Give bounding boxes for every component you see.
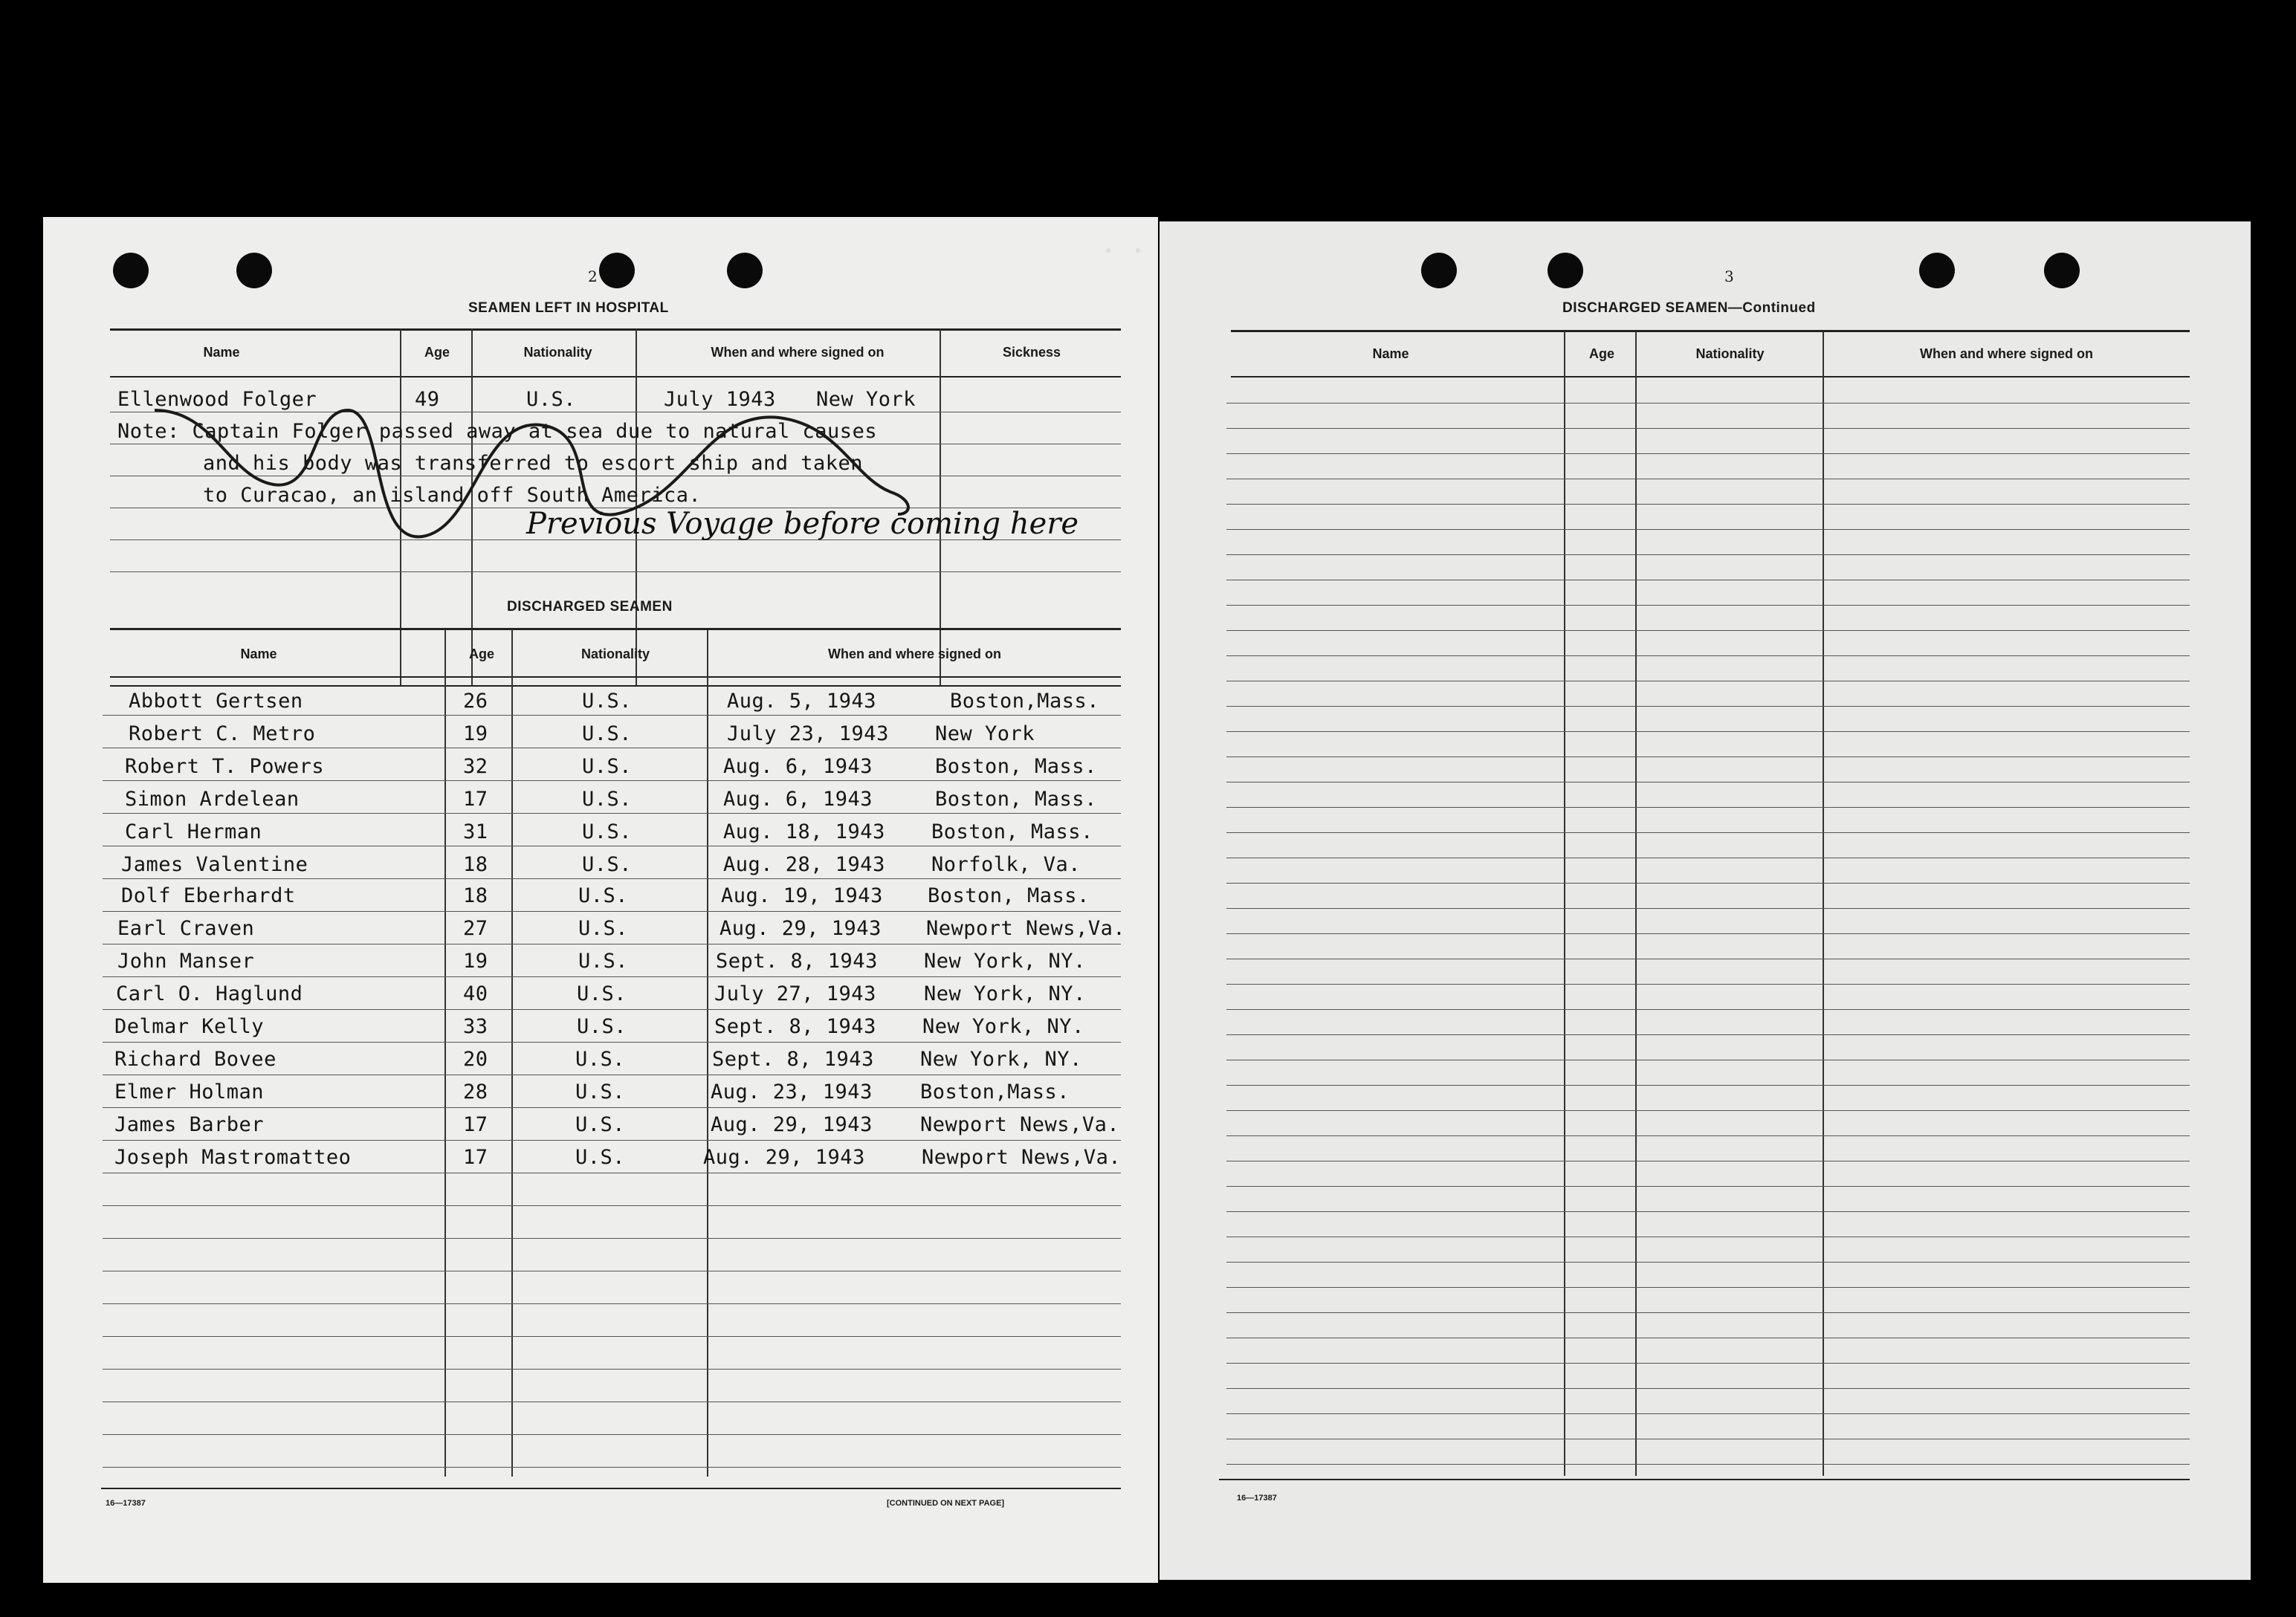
col-divider [1823,331,1824,1476]
row-line [1226,403,2190,404]
speck [1136,248,1140,253]
table-bottom-rule [110,685,1121,687]
row-line [103,1205,1121,1206]
row-line [103,1369,1121,1370]
row-line [1226,428,2190,429]
table-bottom-rule [1219,1479,2190,1480]
col-divider [444,629,446,1477]
row-line [1226,756,2190,757]
row-line [1226,655,2190,656]
col-header-name: Name [203,345,240,360]
col-header-age: Age [468,647,494,661]
row-line [1226,883,2190,884]
punch-hole [236,253,272,288]
punch-hole [1919,253,1955,288]
punch-hole [599,253,635,288]
table-header-rule [1231,376,2190,377]
hospital-date: July 1943 [664,388,776,411]
col-header-age: Age [1588,346,1614,361]
col-divider [1564,331,1565,1476]
row-line [103,976,1121,977]
row-line [103,780,1121,781]
punch-hole [1548,253,1583,288]
table-header-rule [110,676,1121,678]
right-page [1160,221,2251,1580]
col-header-nationality: Nationality [581,647,650,661]
table-top-rule [1231,330,2190,332]
row-line [103,1009,1121,1010]
col-header-sickness: Sickness [1002,345,1061,360]
row-line [1226,630,2190,631]
row-line [1226,1085,2190,1086]
row-line [1226,1287,2190,1288]
row-line [1226,1262,2190,1263]
row-line [1226,1211,2190,1212]
left-page: 2 SEAMEN LEFT IN HOSPITAL Name Age Nationality When and where signed on Sickness Ellenwood Folger 49 U.S. July 1943 New York Note: Captain Folger passed away at sea due to natural causes and his body was transferred to escort ship and taken to Curacao, an island off South America. Previous Voyage before coming here DISCHARGED SEAMEN Name Age Nationality When and where signed on Abbott Gertsen 26 U.S. Aug. 5, 1943 Boston,Mass. Robert C. Metro 19 U.S. July 23, 1943 New York Robert T. Powers 32 U.S. Aug. 6, 1943 Boston, Mass. Simon Ardelean 17 U.S. Aug. 6, 1943 Boston, Mass. Carl Herman 31 U.S. Aug. 18, 1943 Boston, Mass. James Valentine 18 U.S. Aug. 28, 1943 Norfolk, Va. Dolf Eberhardt 18 U.S. Aug. 19, 1943 Boston, Mass. Earl Craven 27 U.S. Aug. 29, 1943 Newport News,Va. John Manser 19 U.S. Sept. 8, 1943 New York, NY. Carl O. Haglund 40 U.S. July 27, 1943 New York, NY. Delmar Kelly 33 U.S. Sept. 8, 1943 New York, NY. Richard Bovee 20 U.S. Sept. 8, 1943 New York, NY. Elmer Holman 28 U.S. Aug. 23, 1943 Boston,Mass. James Barber 17 U.S. Aug. 29, 1943 Newport News,Va. Joseph Mastromatteo 17 U.S. Aug. 29, 1943 Newport News,Va. 16—17387 [CONTINUED ON NEXT PAGE] [43,217,1158,1583]
row-line [1226,1388,2190,1389]
col-header-signed-on: When and where signed on [1919,346,2093,361]
col-divider [511,629,513,1477]
row-line [1226,554,2190,555]
col-divider [1635,331,1637,1476]
punch-hole [1421,253,1457,288]
row-line [1226,605,2190,606]
col-header-signed-on: When and where signed on [711,345,885,360]
speck [1106,248,1110,253]
table-bottom-rule [101,1488,1121,1489]
row-line [1226,1135,2190,1136]
continued-title: DISCHARGED SEAMEN—Continued [1562,300,1816,316]
form-number: 16—17387 [1237,1494,1277,1503]
table-top-rule [110,628,1121,630]
row-line [1226,1110,2190,1111]
row-line [1226,807,2190,808]
hospital-name: Ellenwood Folger [117,388,317,411]
hospital-nationality: U.S. [526,388,577,411]
handwritten-annotation: Previous Voyage before coming here [526,507,1079,541]
row-line [103,1238,1121,1239]
row-line [1226,1312,2190,1313]
row-line [1226,984,2190,985]
discharged-title: DISCHARGED SEAMEN [507,599,673,615]
row-line [110,571,1121,572]
row-line [103,1467,1121,1468]
row-line [1226,529,2190,530]
col-header-nationality: Nationality [523,345,592,360]
note-line: Note: Captain Folger passed away at sea due to natural causes [117,420,878,443]
col-header-name: Name [240,647,277,661]
row-line [103,813,1121,814]
row-line [1226,1464,2190,1465]
table-header-rule [110,376,1121,377]
col-header-name: Name [1372,346,1409,361]
row-line [103,1336,1121,1337]
row-line [1226,933,2190,934]
note-line: to Curacao, an island off South America. [203,484,702,507]
punch-hole [727,253,763,288]
row-line [103,1107,1121,1108]
row-line [1226,1034,2190,1035]
col-header-age: Age [424,345,450,360]
row-line [103,1140,1121,1141]
row-line [103,715,1121,716]
punch-hole [2044,253,2080,288]
col-header-nationality: Nationality [1695,346,1765,361]
row-line [1226,706,2190,707]
row-line [1226,453,2190,454]
row-line [1226,832,2190,833]
row-line [1226,1413,2190,1414]
row-line [1226,731,2190,732]
row-line [1226,1009,2190,1010]
hospital-title: SEAMEN LEFT IN HOSPITAL [468,300,669,316]
row-line [103,911,1121,912]
hospital-age: 49 [415,388,440,411]
row-line [103,878,1121,879]
punch-hole [113,253,149,288]
page-number: 3 [1724,268,1734,285]
row-line [1226,1363,2190,1364]
row-line [1226,504,2190,505]
row-line [103,1401,1121,1402]
note-line: and his body was transferred to escort ship and taken [203,452,864,475]
col-header-signed-on: When and where signed on [827,647,1001,661]
row-line [1226,1186,2190,1187]
row-line [103,1434,1121,1435]
row-line [103,1303,1121,1304]
col-divider [707,629,708,1477]
form-number: 16—17387 [106,1499,146,1508]
row-line [103,1042,1121,1043]
continued-note: [CONTINUED ON NEXT PAGE] [887,1499,1005,1508]
table-top-rule [110,328,1121,331]
row-line [1226,908,2190,909]
page-number: 2 [588,268,598,285]
hospital-place: New York [816,388,916,411]
